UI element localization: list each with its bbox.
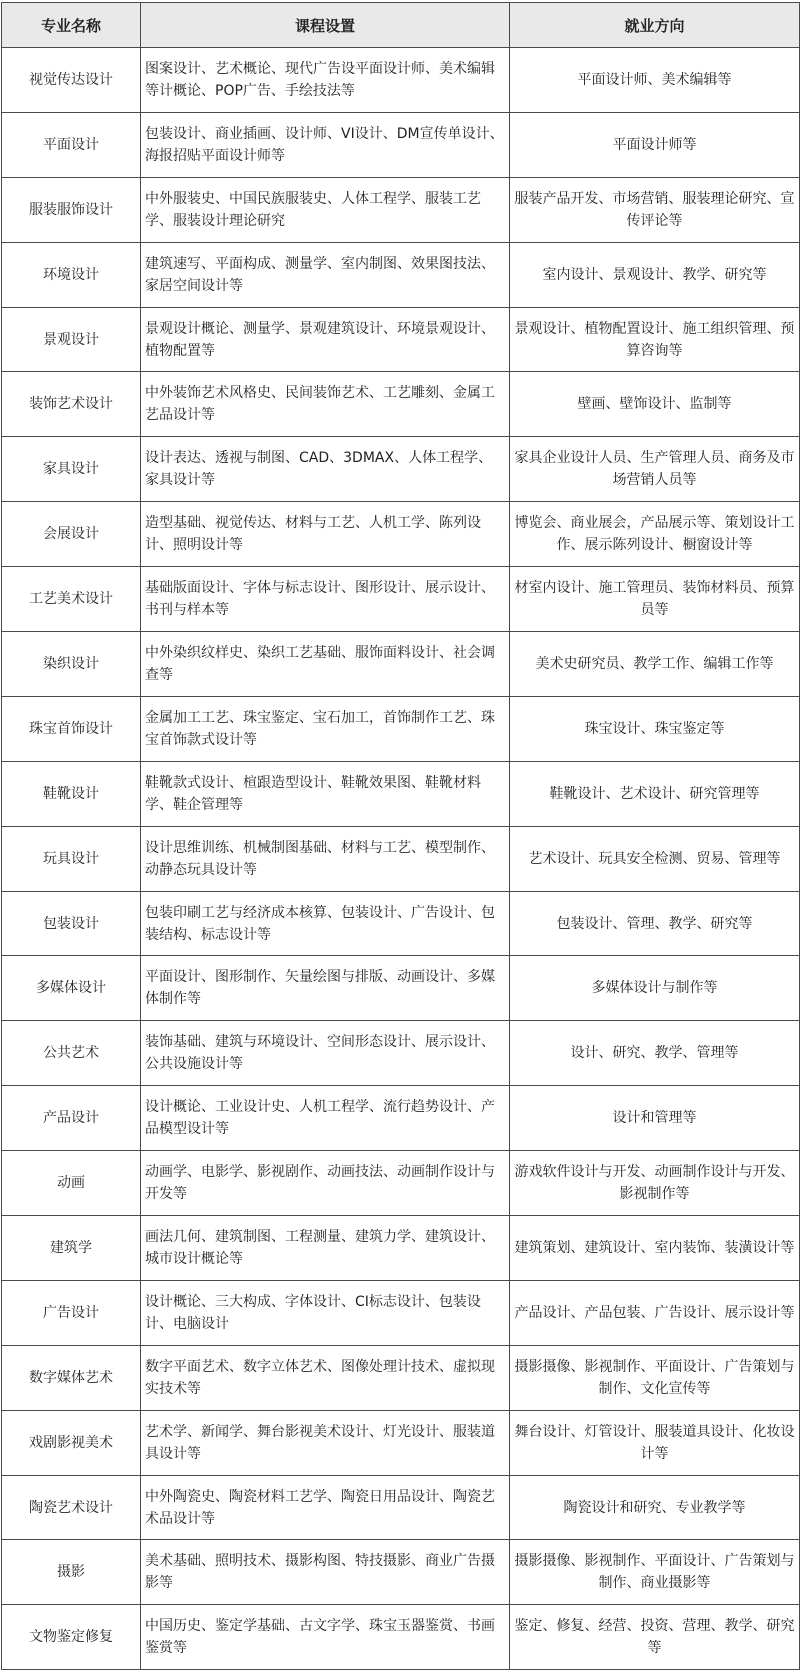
major-name-cell: 公共艺术 (2, 1021, 141, 1086)
careers-cell: 材室内设计、施工管理员、装饰材料员、预算员等 (510, 567, 800, 632)
careers-cell: 鉴定、修复、经营、投资、营理、教学、研究等 (510, 1605, 800, 1670)
major-name-cell: 动画 (2, 1151, 141, 1216)
table-row (2, 502, 800, 567)
careers-cell: 摄影摄像、影视制作、平面设计、广告策划与制作、文化宣传等 (510, 1345, 800, 1410)
careers-cell: 鞋靴设计、艺术设计、研究管理等 (510, 761, 800, 826)
table-row (2, 48, 800, 113)
table-row (2, 307, 800, 372)
major-name-cell: 染织设计 (2, 632, 141, 697)
header-major-name: 专业名称 (2, 3, 141, 48)
major-name-cell: 工艺美术设计 (2, 567, 141, 632)
courses-cell: 中外染织纹样史、染织工艺基础、服饰面料设计、社会调查等 (141, 632, 510, 697)
majors-table (1, 2, 800, 1670)
table-row (2, 1475, 800, 1540)
header-careers: 就业方向 (510, 3, 800, 48)
major-name-cell: 鞋靴设计 (2, 761, 141, 826)
major-name-cell: 包装设计 (2, 891, 141, 956)
major-name-cell: 平面设计 (2, 112, 141, 177)
table-row (2, 242, 800, 307)
table-row (2, 1540, 800, 1605)
careers-cell: 艺术设计、玩具安全检测、贸易、管理等 (510, 826, 800, 891)
careers-cell: 壁画、壁饰设计、监制等 (510, 372, 800, 437)
major-name-cell: 多媒体设计 (2, 956, 141, 1021)
careers-cell: 游戏软件设计与开发、动画制作设计与开发、影视制作等 (510, 1151, 800, 1216)
table-body (2, 48, 800, 1670)
major-name-cell: 数字媒体艺术 (2, 1345, 141, 1410)
table-row (2, 1605, 800, 1670)
courses-cell: 中国历史、鉴定学基础、古文字学、珠宝玉器鉴赏、书画鉴赏等 (141, 1605, 510, 1670)
major-name-cell: 珠宝首饰设计 (2, 696, 141, 761)
careers-cell: 室内设计、景观设计、教学、研究等 (510, 242, 800, 307)
table-row (2, 632, 800, 697)
table-row (2, 1410, 800, 1475)
courses-cell: 鞋靴款式设计、楦跟造型设计、鞋靴效果图、鞋靴材料学、鞋企管理等 (141, 761, 510, 826)
table-row (2, 891, 800, 956)
courses-cell: 设计概论、工业设计史、人机工程学、流行趋势设计、产品模型设计等 (141, 1086, 510, 1151)
careers-cell: 产品设计、产品包装、广告设计、展示设计等 (510, 1280, 800, 1345)
courses-cell: 数字平面艺术、数字立体艺术、图像处理计技术、虚拟现实技术等 (141, 1345, 510, 1410)
careers-cell: 建筑策划、建筑设计、室内装饰、装潢设计等 (510, 1216, 800, 1281)
careers-cell: 博览会、商业展会，产品展示等、策划设计工作、展示陈列设计、橱窗设计等 (510, 502, 800, 567)
courses-cell: 画法几何、建筑制图、工程测量、建筑力学、建筑设计、城市设计概论等 (141, 1216, 510, 1281)
courses-cell: 景观设计概论、测量学、景观建筑设计、环境景观设计、植物配置等 (141, 307, 510, 372)
table-row (2, 177, 800, 242)
major-name-cell: 家具设计 (2, 437, 141, 502)
major-name-cell: 陶瓷艺术设计 (2, 1475, 141, 1540)
careers-cell: 摄影摄像、影视制作、平面设计、广告策划与制作、商业摄影等 (510, 1540, 800, 1605)
table-row (2, 956, 800, 1021)
major-name-cell: 装饰艺术设计 (2, 372, 141, 437)
table-row (2, 567, 800, 632)
table-row (2, 696, 800, 761)
courses-cell: 设计表达、透视与制图、CAD、3DMAX、人体工程学、家具设计等 (141, 437, 510, 502)
major-name-cell: 产品设计 (2, 1086, 141, 1151)
courses-cell: 设计概论、三大构成、字体设计、CI标志设计、包装设计、电脑设计 (141, 1280, 510, 1345)
careers-cell: 平面设计师等 (510, 112, 800, 177)
courses-cell: 建筑速写、平面构成、测量学、室内制图、效果图技法、家居空间设计等 (141, 242, 510, 307)
courses-cell: 中外装饰艺术风格史、民间装饰艺术、工艺雕刻、金属工艺品设计等 (141, 372, 510, 437)
careers-cell: 包装设计、管理、教学、研究等 (510, 891, 800, 956)
major-name-cell: 会展设计 (2, 502, 141, 567)
table-row (2, 761, 800, 826)
careers-cell: 多媒体设计与制作等 (510, 956, 800, 1021)
major-name-cell: 戏剧影视美术 (2, 1410, 141, 1475)
courses-cell: 动画学、电影学、影视剧作、动画技法、动画制作设计与开发等 (141, 1151, 510, 1216)
careers-cell: 平面设计师、美术编辑等 (510, 48, 800, 113)
header-row (2, 3, 800, 48)
table-row (2, 1151, 800, 1216)
courses-cell: 设计思维训练、机械制图基础、材料与工艺、模型制作、动静态玩具设计等 (141, 826, 510, 891)
careers-cell: 家具企业设计人员、生产管理人员、商务及市场营销人员等 (510, 437, 800, 502)
courses-cell: 包装印刷工艺与经济成本核算、包装设计、广告设计、包装结构、标志设计等 (141, 891, 510, 956)
header-courses: 课程设置 (141, 3, 510, 48)
careers-cell: 珠宝设计、珠宝鉴定等 (510, 696, 800, 761)
courses-cell: 造型基础、视觉传达、材料与工艺、人机工学、陈列设计、照明设计等 (141, 502, 510, 567)
major-name-cell: 广告设计 (2, 1280, 141, 1345)
major-name-cell: 视觉传达设计 (2, 48, 141, 113)
courses-cell: 中外服装史、中国民族服装史、人体工程学、服装工艺学、服装设计理论研究 (141, 177, 510, 242)
careers-cell: 设计和管理等 (510, 1086, 800, 1151)
courses-cell: 中外陶瓷史、陶瓷材料工艺学、陶瓷日用品设计、陶瓷艺术品设计等 (141, 1475, 510, 1540)
courses-cell: 包装设计、商业插画、设计师、VI设计、DM宣传单设计、海报招贴平面设计师等 (141, 112, 510, 177)
courses-cell: 基础版面设计、字体与标志设计、图形设计、展示设计、书刊与样本等 (141, 567, 510, 632)
careers-cell: 陶瓷设计和研究、专业教学等 (510, 1475, 800, 1540)
courses-cell: 金属加工工艺、珠宝鉴定、宝石加工，首饰制作工艺、珠宝首饰款式设计等 (141, 696, 510, 761)
major-name-cell: 环境设计 (2, 242, 141, 307)
courses-cell: 装饰基础、建筑与环境设计、空间形态设计、展示设计、公共设施设计等 (141, 1021, 510, 1086)
major-name-cell: 文物鉴定修复 (2, 1605, 141, 1670)
courses-cell: 平面设计、图形制作、矢量绘图与排版、动画设计、多媒体制作等 (141, 956, 510, 1021)
table-row (2, 1086, 800, 1151)
careers-cell: 美术史研究员、教学工作、编辑工作等 (510, 632, 800, 697)
careers-cell: 舞台设计、灯管设计、服装道具设计、化妆设计等 (510, 1410, 800, 1475)
table-row (2, 112, 800, 177)
table-row (2, 1345, 800, 1410)
courses-cell: 艺术学、新闻学、舞台影视美术设计、灯光设计、服装道具设计等 (141, 1410, 510, 1475)
major-name-cell: 景观设计 (2, 307, 141, 372)
major-name-cell: 建筑学 (2, 1216, 141, 1281)
table-row (2, 372, 800, 437)
table-row (2, 1280, 800, 1345)
major-name-cell: 玩具设计 (2, 826, 141, 891)
table-row (2, 1216, 800, 1281)
table-row (2, 437, 800, 502)
table-row (2, 1021, 800, 1086)
major-name-cell: 摄影 (2, 1540, 141, 1605)
major-name-cell: 服装服饰设计 (2, 177, 141, 242)
courses-cell: 图案设计、艺术概论、现代广告设平面设计师、美术编辑等计概论、POP广告、手绘技法等 (141, 48, 510, 113)
courses-cell: 美术基础、照明技术、摄影构图、特技摄影、商业广告摄影等 (141, 1540, 510, 1605)
table-row (2, 826, 800, 891)
careers-cell: 景观设计、植物配置设计、施工组织管理、预算咨询等 (510, 307, 800, 372)
careers-cell: 设计、研究、教学、管理等 (510, 1021, 800, 1086)
careers-cell: 服装产品开发、市场营销、服装理论研究、宣传评论等 (510, 177, 800, 242)
